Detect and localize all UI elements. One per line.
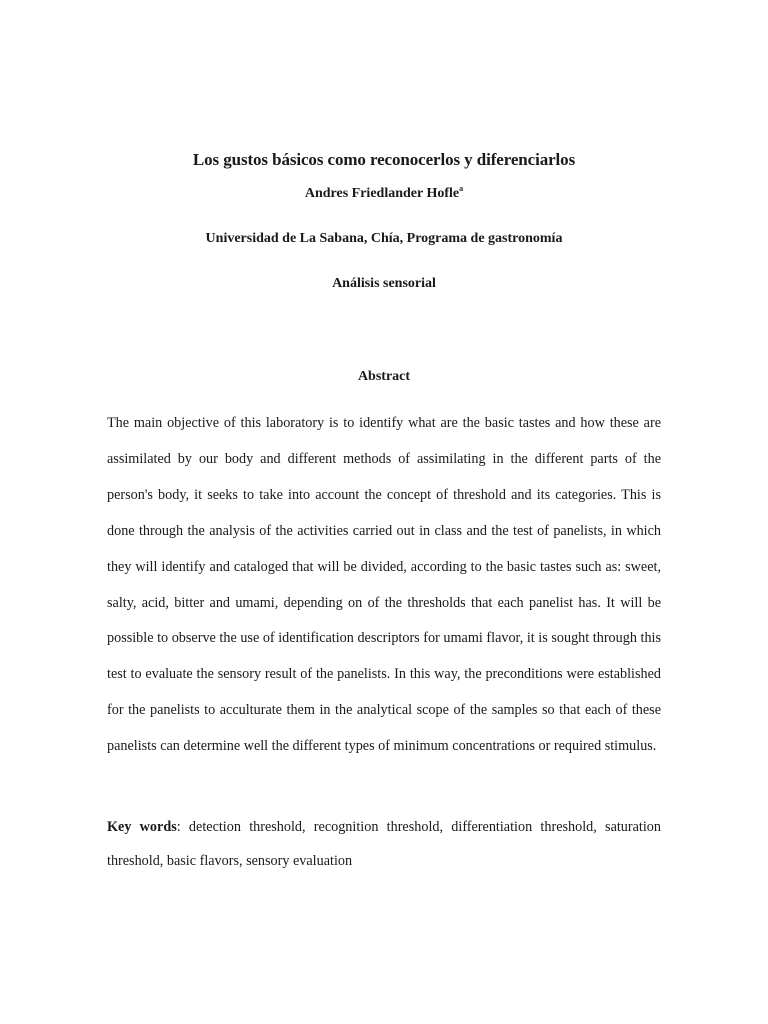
subject-line: Análisis sensorial xyxy=(332,276,436,291)
author-superscript: a xyxy=(459,184,464,193)
abstract-heading: Abstract xyxy=(357,369,411,384)
keywords-list: : detection threshold, recognition threshold, differentiation threshold, saturation threshold, basic flavors, sensory evaluation xyxy=(107,819,661,869)
paper-title: Los gustos básicos como reconocerlos y diferenciarlos xyxy=(192,150,576,169)
abstract-body: The main objective of this laboratory is to identify what are the basic tastes and how these are assimilated by our body and different methods of assimilating in the different parts of the person's body, it seeks to take into account the concept of threshold and its categories. This is done through the analysis of the activities carried out in class and the test of panelists, in which they will identify and cataloged that will be divided, according to the basic tastes such as: sweet, salty, acid, bitter and umami, depending on of the thresholds that each panelist has. It will be possible to observe the use of identification descriptors for umami flavor, it is sought through this test to evaluate the sensory result of the panelists. In this way, the preconditions were established for the panelists to acculturate them in the analytical scope of the samples so that each of these panelists can determine well the different types of minimum concentrations or required stimulus. xyxy=(107,415,661,755)
author-name: Andres Friedlander Hofle xyxy=(304,186,460,201)
keywords-paragraph xyxy=(107,810,661,878)
affiliation: Universidad de La Sabana, Chía, Programa de gastronomía xyxy=(205,231,563,246)
author-line xyxy=(0,186,768,202)
keywords-label: Key words xyxy=(107,819,177,835)
